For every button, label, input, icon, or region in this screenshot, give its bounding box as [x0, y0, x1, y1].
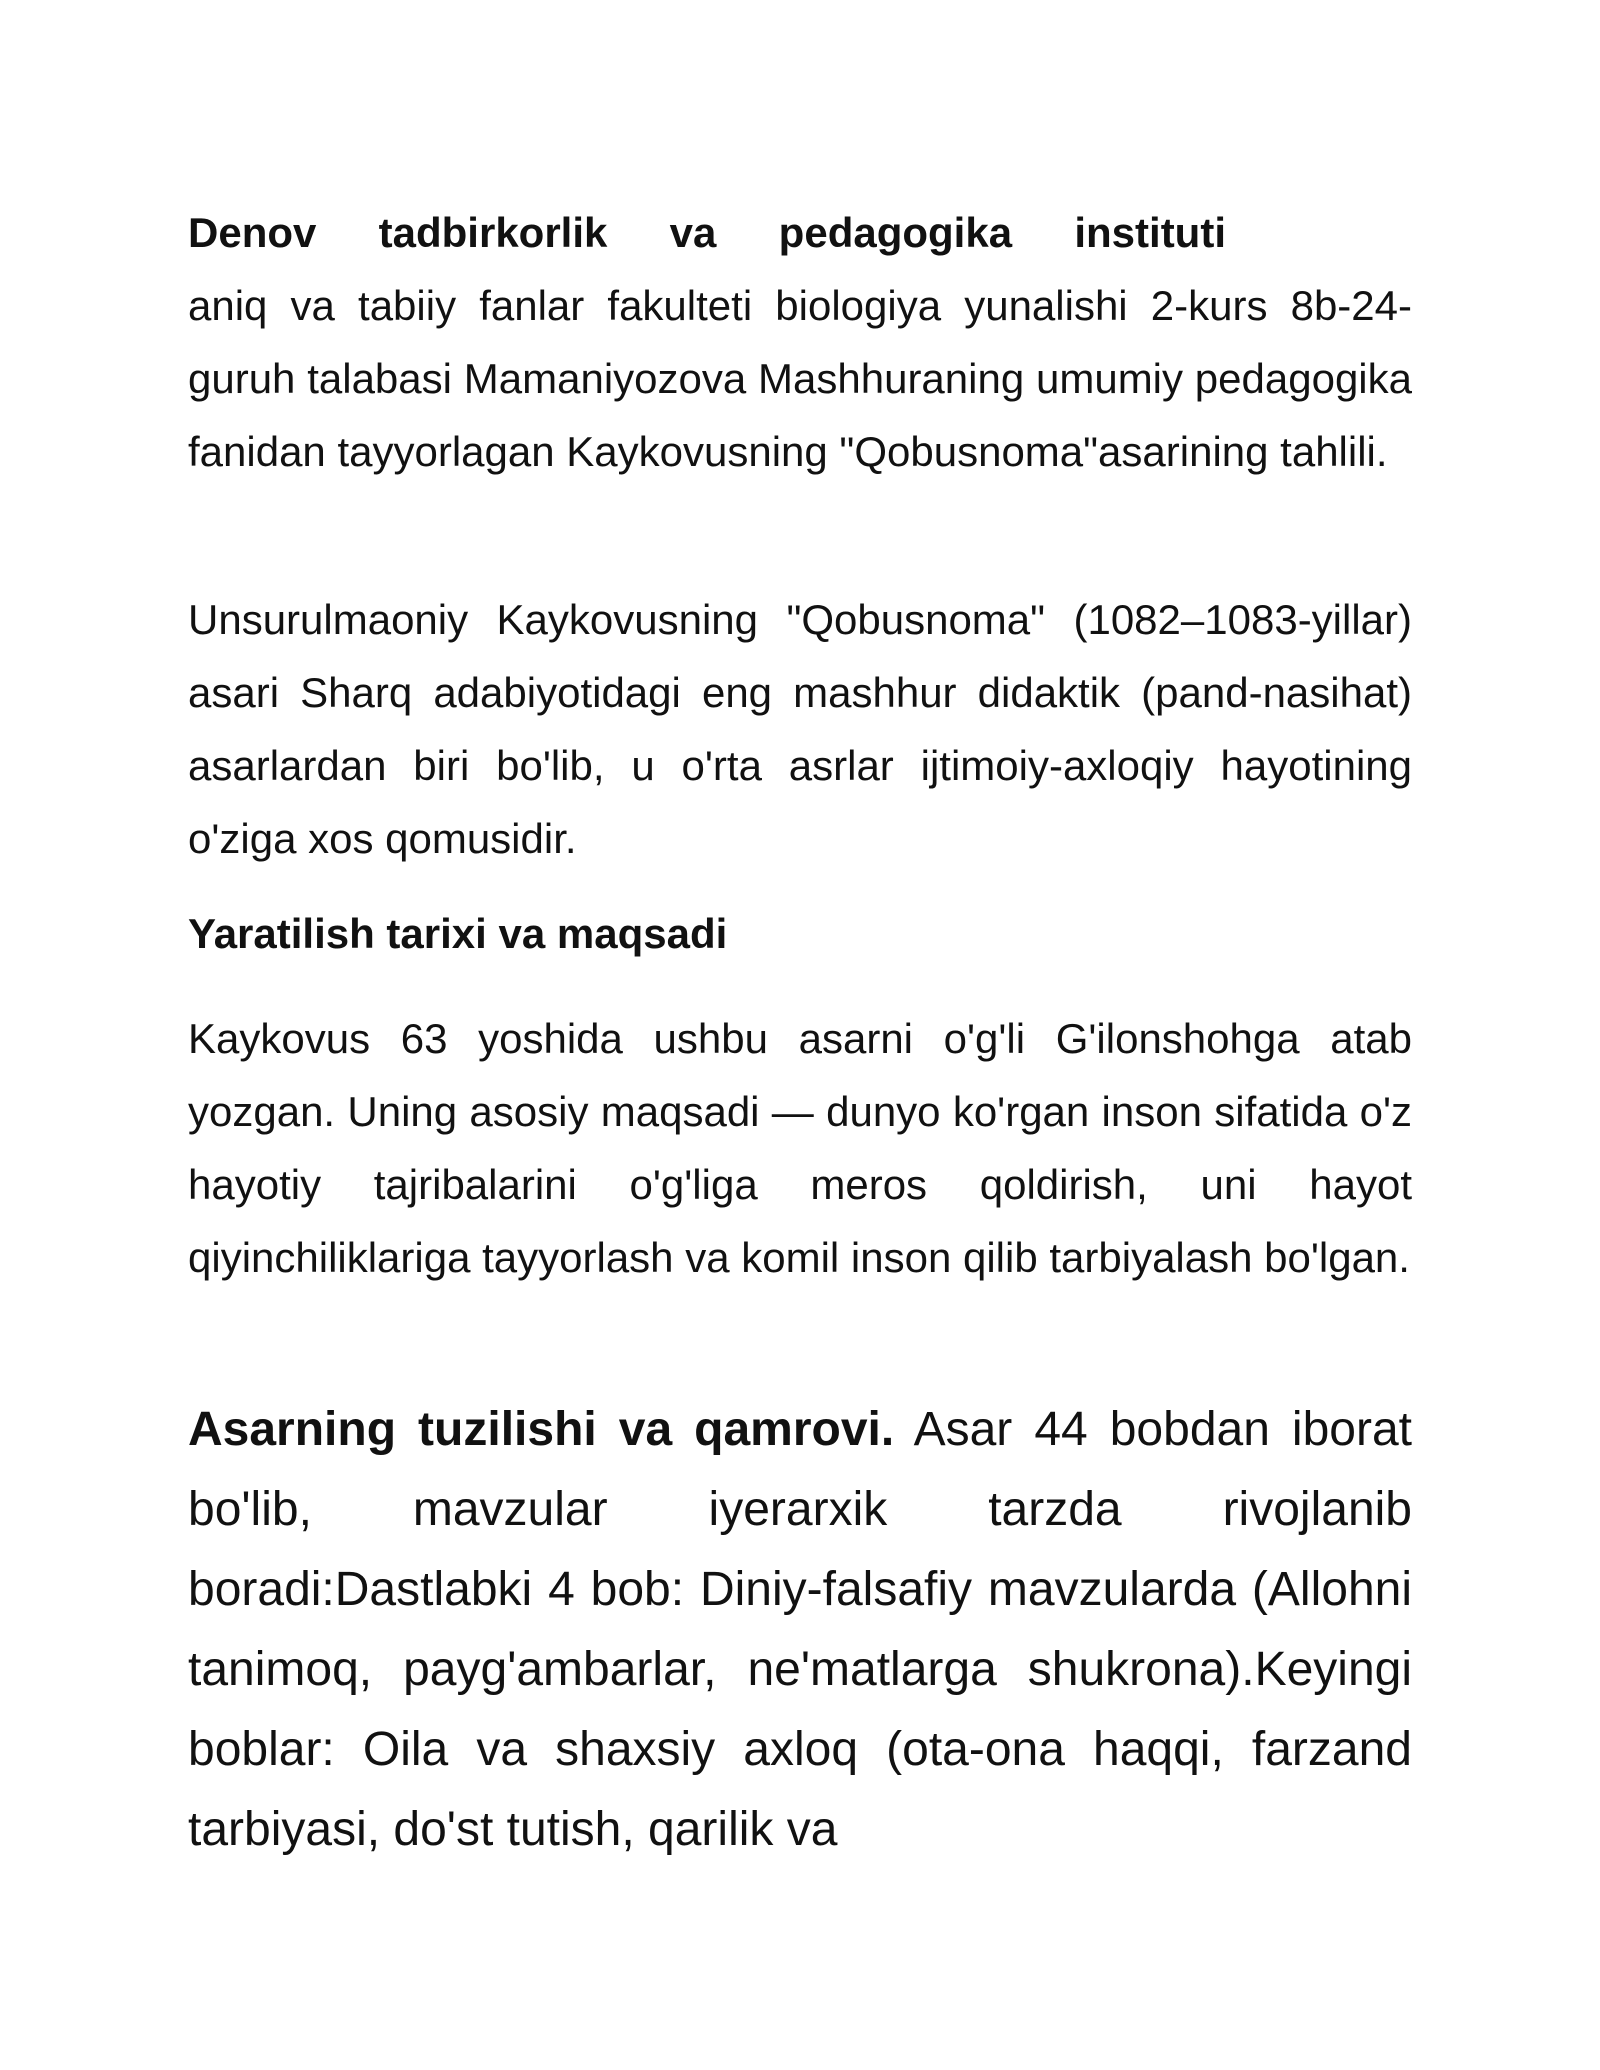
intro-block — [188, 196, 1412, 488]
institute-title: Denov tadbirkorlik va pedagogika instituti — [188, 209, 1226, 256]
section-heading-history: Yaratilish tarixi va maqsadi — [188, 910, 728, 957]
paragraph-structure — [188, 1390, 1412, 1870]
structure-text: Asar 44 bobdan iborat bo'lib, mavzular iyerarxik tarzda rivojlanib boradi:Dastlabki 4 bob: Diniy-falsafiy mavzularda (Allohni tanimoq, payg'ambarlar, ne'matlarga shukrona).Keyingi boblar: Oila va shaxsiy axloq (ota-ona haqqi, farzand tarbiyasi, do'st tutish, qarilik va — [188, 1403, 1412, 1856]
intro-text: aniq va tabiiy fanlar fakulteti biologiya yunalishi 2-kurs 8b-24-guruh talabasi Mamaniyozova Mashhuraning umumiy pedagogika fanidan tayyorlagan Kaykovusning "Qobusnoma"asarining tahlili. — [188, 282, 1412, 475]
paragraph-history: Kaykovus 63 yoshida ushbu asarni o'g'li G'ilonshohga atab yozgan. Uning asosiy maqsadi — dunyo ko'rgan inson sifatida o'z hayotiy tajribalarini o'g'liga meros qoldirish, uni hayot qiyinchiliklariga tayyorlash va komil inson qilib tarbiyalash bo'lgan. — [188, 1015, 1412, 1281]
paragraph-overview: Unsurulmaoniy Kaykovusning "Qobusnoma" (1082–1083-yillar) asari Sharq adabiyotidagi eng mashhur didaktik (pand-nasihat) asarlardan biri bo'lib, u o'rta asrlar ijtimoiy-axloqiy hayotining o'ziga xos qomusidir. — [188, 596, 1412, 862]
structure-lead: Asarning tuzilishi va qamrovi. — [188, 1403, 895, 1456]
